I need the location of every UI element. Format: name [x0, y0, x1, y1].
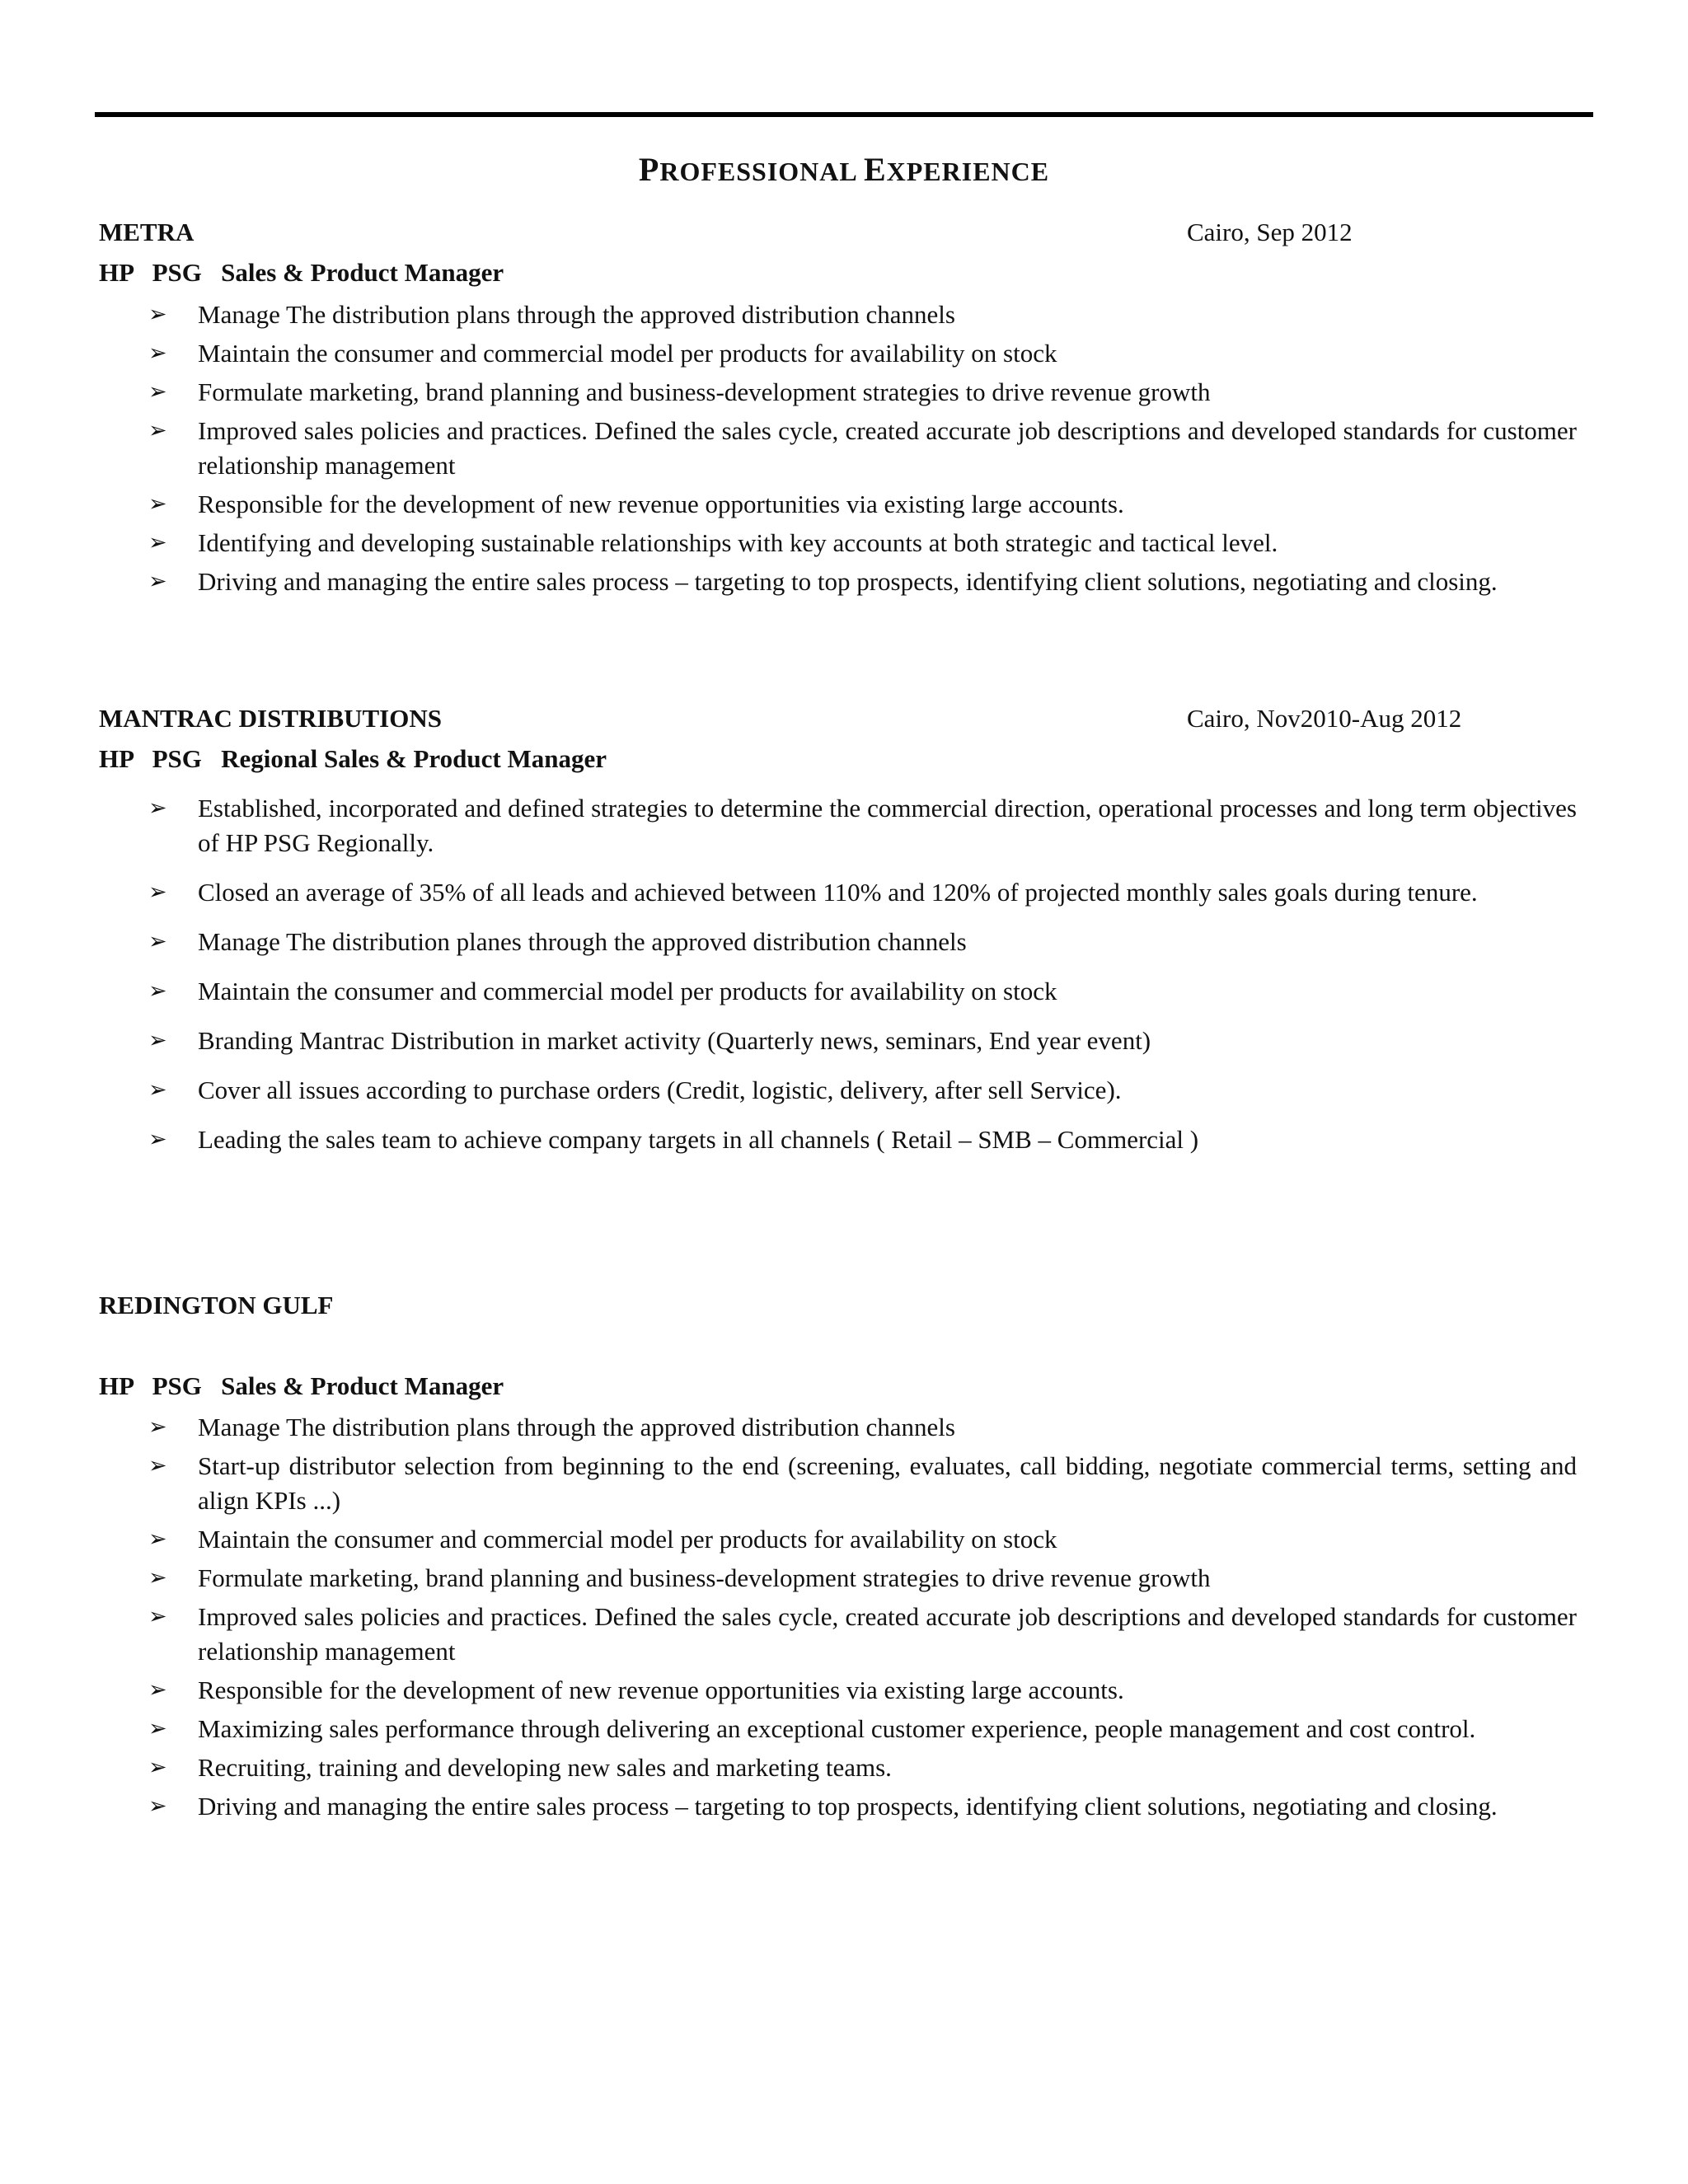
- job-3-company: REDINGTON GULF: [99, 1291, 334, 1319]
- job-2-company: MANTRAC DISTRIBUTIONS: [99, 704, 442, 733]
- bullet-text: Branding Mantrac Distribution in market activity (Quarterly news, seminars, End year event): [198, 1026, 1151, 1055]
- arrow-bullet-icon: ➢: [148, 1716, 167, 1741]
- list-item: [0, 1073, 1688, 1108]
- list-item: [0, 1522, 1688, 1557]
- section-title-rest-2: XPERIENCE: [886, 157, 1050, 186]
- arrow-bullet-icon: ➢: [148, 530, 167, 555]
- arrow-bullet-icon: ➢: [148, 879, 167, 905]
- list-item: [0, 1750, 1688, 1785]
- bullet-text: Manage The distribution plans through the approved distribution channels: [198, 1413, 955, 1441]
- bullet-text: Maintain the consumer and commercial model per products for availability on stock: [198, 339, 1057, 368]
- job-3-bullet-list: [0, 1410, 1688, 1828]
- list-item: [0, 925, 1688, 959]
- arrow-bullet-icon: ➢: [148, 1755, 167, 1780]
- bullet-text: Responsible for the development of new revenue opportunities via existing large accounts.: [198, 1675, 1124, 1704]
- bullet-text: Maximizing sales performance through delivering an exceptional customer experience, people management and cost control.: [198, 1714, 1476, 1743]
- bullet-text: Cover all issues according to purchase orders (Credit, logistic, delivery, after sell Service).: [198, 1076, 1122, 1104]
- arrow-bullet-icon: ➢: [148, 1127, 167, 1152]
- job-3-role: HP PSG Sales & Product Manager: [99, 1371, 504, 1400]
- list-item: [0, 414, 1688, 483]
- bullet-text: Improved sales policies and practices. Defined the sales cycle, created accurate job descriptions and developed standards for customer relationship management: [198, 1602, 1577, 1666]
- bullet-text: Maintain the consumer and commercial model per products for availability on stock: [198, 977, 1057, 1005]
- arrow-bullet-icon: ➢: [148, 929, 167, 954]
- bullet-text: Responsible for the development of new revenue opportunities via existing large accounts.: [198, 490, 1124, 518]
- bullet-text: Driving and managing the entire sales process – targeting to top prospects, identifying client solutions, negotiating and closing.: [198, 1792, 1498, 1821]
- job-1-location: Cairo, Sep 2012: [1187, 218, 1353, 246]
- bullet-text: Formulate marketing, brand planning and business-development strategies to drive revenue growth: [198, 1563, 1211, 1592]
- arrow-bullet-icon: ➢: [148, 302, 167, 327]
- list-item: [0, 974, 1688, 1009]
- bullet-text: Leading the sales team to achieve company targets in all channels ( Retail – SMB – Commercial ): [198, 1125, 1199, 1154]
- arrow-bullet-icon: ➢: [148, 1453, 167, 1479]
- job-2-location: Cairo, Nov2010-Aug 2012: [1187, 704, 1462, 733]
- arrow-bullet-icon: ➢: [148, 978, 167, 1004]
- job-2-role: HP PSG Regional Sales & Product Manager: [99, 744, 607, 773]
- arrow-bullet-icon: ➢: [148, 1604, 167, 1629]
- section-title: [0, 153, 1688, 188]
- list-item: [0, 1600, 1688, 1669]
- job-1-bullet-list: [0, 298, 1688, 603]
- job-1-role: HP PSG Sales & Product Manager: [99, 258, 504, 287]
- arrow-bullet-icon: ➢: [148, 1793, 167, 1819]
- bullet-text: Established, incorporated and defined strategies to determine the commercial direction, operational processes and long term objectives of HP PSG Regionally.: [198, 794, 1577, 857]
- bullet-text: Formulate marketing, brand planning and business-development strategies to drive revenue growth: [198, 377, 1211, 406]
- bullet-text: Recruiting, training and developing new sales and marketing teams.: [198, 1753, 892, 1782]
- arrow-bullet-icon: ➢: [148, 418, 167, 443]
- section-title-rest-1: ROFESSIONAL: [659, 157, 864, 186]
- bullet-text: Manage The distribution planes through the approved distribution channels: [198, 927, 967, 956]
- list-item: [0, 526, 1688, 560]
- list-item: [0, 875, 1688, 910]
- bullet-text: Closed an average of 35% of all leads and achieved between 110% and 120% of projected monthly sales goals during tenure.: [198, 878, 1478, 907]
- bullet-text: Manage The distribution plans through the approved distribution channels: [198, 300, 955, 329]
- section-title-cap-e: E: [863, 151, 887, 188]
- arrow-bullet-icon: ➢: [148, 379, 167, 405]
- list-item: [0, 1561, 1688, 1596]
- list-item: [0, 1024, 1688, 1058]
- list-item: [0, 1789, 1688, 1824]
- arrow-bullet-icon: ➢: [148, 491, 167, 517]
- arrow-bullet-icon: ➢: [148, 795, 167, 821]
- arrow-bullet-icon: ➢: [148, 1677, 167, 1703]
- bullet-text: Improved sales policies and practices. Defined the sales cycle, created accurate job descriptions and developed standards for customer relationship management: [198, 416, 1577, 480]
- list-item: [0, 565, 1688, 599]
- section-title-cap-p: P: [638, 151, 660, 188]
- bullet-text: Start-up distributor selection from beginning to the end (screening, evaluates, call bidding, negotiate commercial terms, setting and align KPIs ...): [198, 1451, 1577, 1515]
- top-horizontal-rule: [95, 112, 1593, 117]
- arrow-bullet-icon: ➢: [148, 569, 167, 594]
- list-item: [0, 1449, 1688, 1518]
- list-item: [0, 1410, 1688, 1445]
- job-2-bullet-list: [0, 791, 1688, 1172]
- list-item: [0, 1673, 1688, 1708]
- list-item: [0, 1712, 1688, 1746]
- bullet-text: Identifying and developing sustainable relationships with key accounts at both strategic and tactical level.: [198, 528, 1278, 557]
- job-1-company: METRA: [99, 218, 195, 246]
- list-item: [0, 1122, 1688, 1157]
- arrow-bullet-icon: ➢: [148, 1526, 167, 1552]
- list-item: [0, 298, 1688, 332]
- arrow-bullet-icon: ➢: [148, 1565, 167, 1591]
- arrow-bullet-icon: ➢: [148, 1077, 167, 1103]
- list-item: [0, 791, 1688, 860]
- list-item: [0, 375, 1688, 410]
- list-item: [0, 487, 1688, 522]
- list-item: [0, 336, 1688, 371]
- bullet-text: Driving and managing the entire sales process – targeting to top prospects, identifying client solutions, negotiating and closing.: [198, 567, 1498, 596]
- arrow-bullet-icon: ➢: [148, 340, 167, 366]
- arrow-bullet-icon: ➢: [148, 1028, 167, 1053]
- arrow-bullet-icon: ➢: [148, 1414, 167, 1440]
- bullet-text: Maintain the consumer and commercial model per products for availability on stock: [198, 1525, 1057, 1554]
